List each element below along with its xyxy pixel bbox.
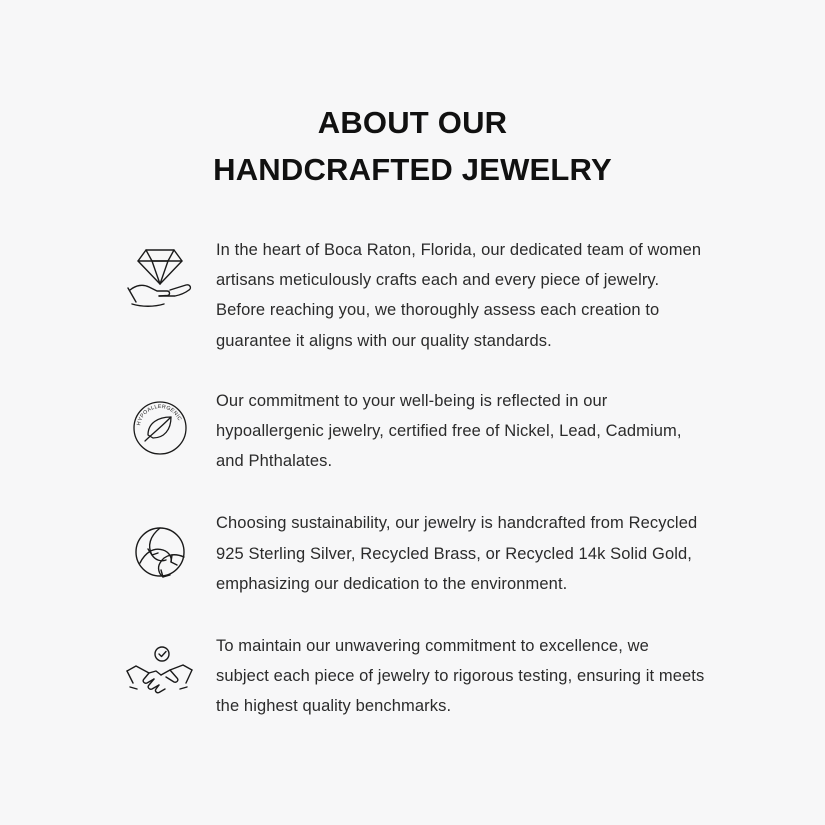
list-item-text: Choosing sustainability, our jewelry is handcrafted from Recycled 925 Sterling Silver, Recycled Brass, or Recycled 14k Solid Gold, emphasizing our dedication to the environment. [216, 514, 698, 593]
page-title [133, 0, 693, 193]
diamond-in-hand-icon [112, 235, 208, 319]
handshake-check-icon [112, 631, 208, 715]
list-item [112, 233, 705, 356]
page-title-line-1: ABOUT OUR [317, 105, 508, 140]
recycled-leaves-icon [112, 508, 208, 592]
svg-text:HYPOALLERGENIC: HYPOALLERGENIC [136, 403, 183, 426]
list-item-text: Our commitment to your well-being is reflected in our hypoallergenic jewelry, certified free of Nickel, Lead, Cadmium, and Phthalates. [216, 391, 682, 471]
list-item [112, 629, 705, 722]
list-item-text: In the heart of Boca Raton, Florida, our dedicated team of women artisans meticulously crafts each and every piece of jewelry. Before reaching you, we thoroughly assess each creation to guarantee it aligns with our quality standards. [216, 241, 702, 350]
hypoallergenic-leaf-badge-icon [112, 386, 208, 470]
list-item-text: To maintain our unwavering commitment to excellence, we subject each piece of jewelry to rigorous testing, ensuring it meets the highest quality benchmarks. [216, 636, 705, 716]
list-item [112, 506, 705, 599]
feature-list [60, 233, 765, 721]
page-title-line-2: HANDCRAFTED JEWELRY [213, 151, 612, 187]
list-item [112, 384, 705, 477]
